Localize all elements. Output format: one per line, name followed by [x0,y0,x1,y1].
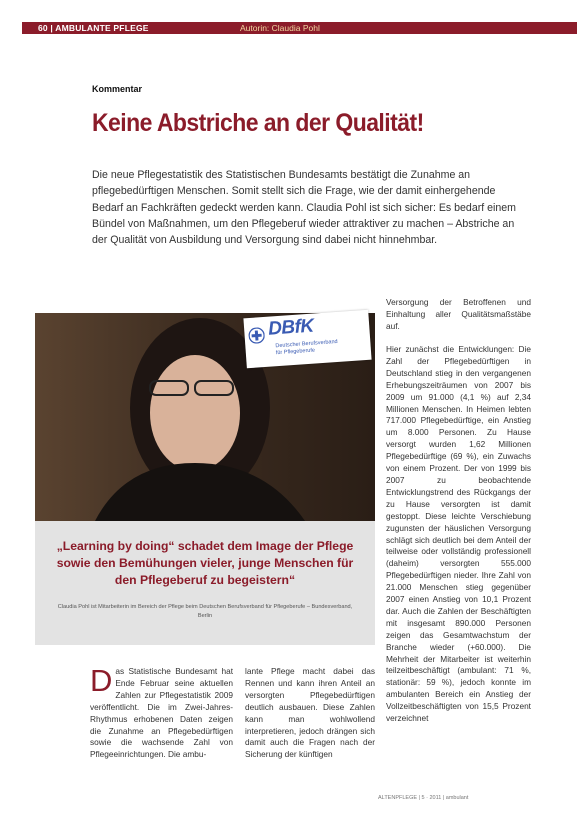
kicker: Kommentar [92,84,143,94]
dbfk-logo: DBfK [267,315,315,340]
column-bottom-left [90,663,233,761]
page-footer: ALTENPFLEGE | 5 · 2011 | ambulant [378,795,469,801]
column-bottom-left-text: as Statistische Bundesamt hat Ende Februar seine aktuellen Zahlen zur Pflegestatistik 2009 veröffentlicht. Die im Zwei-Jahres-Rhythmus erhobenen Daten zeigen die Zunahme an Pflegebedürftigen sowie die wachsende Zahl von Pflegeeinrichtungen. Die ambu- [90,666,233,760]
photo-caption: Claudia Pohl ist Mitarbeiterin im Bereich der Pflege beim Deutschen Berufsverband für Pflegeberufe – Bundesverband, Berlin [57,604,353,619]
author-label: Autorin: Claudia Pohl [240,23,320,33]
column-right-top: Versorgung der Betroffenen und Einhaltung aller Qualitätsmaßstäbe auf. [386,297,531,331]
section-label: 60 | AMBULANTE PFLEGE [38,23,149,33]
dbfk-badge [243,310,371,369]
drop-cap: D [90,663,113,698]
column-right: Hier zunächst die Entwicklungen: Die Zahl der Pflegebedürftigen in Deutschland stieg in den vergangenen Erhebungszeiträumen von 2007 bis 2009 um 91.000 (4,1 %) auf 2,34 Millionen Menschen. In Heimen lebten 717.000 Pflegebedürftige, ein Anstieg um 8.000 Personen. Zu Hause versorgt wurden 1,62 Millionen Pflegebedürftige (69 %), ein Zuwachs von einem Prozent. Der von 1999 bis 2007 zu beobachtende Entwicklungstrend des Rückgangs der zu Hause versorgten ist damit gestoppt. Diese leichte Verschiebung zugunsten der häuslichen Versorgung schlägt sich deutlich bei dem Anteil der teilweise oder vollständig professionell (daheim) versorgten 555.000 Pflegebedürftigen nieder. Ihre Zahl von 21.000 Menschen stieg gegenüber 2007 einen Anstieg von 10,1 Prozent dar. Auch die Zahlen der Beschäftigten mit insgesamt 890.000 Personen zeigen das Gesamtwachstum der Branche wieder (+60.000). Die Mehrheit der Mitarbeiter ist weiterhin teilzeitbeschäftigt (ambulant: 71 %, stationär: 59 %), jedoch konnte im ambulanten Bereich ein Anstieg der Vollzeitbeschäftigten von 15,5 Prozent verzeichnet [386,344,531,724]
dbfk-line-2: für Pflegeberufe [275,347,316,357]
cross-icon [248,327,265,344]
column-bottom-middle: lante Pflege macht dabei das Rennen und kann ihren Anteil an versorgten Pflegebedürftigen deutlich ausbauen. Diese Zahlen kann man wohlwollend interpretieren, jedoch drängen sich damit auch die Fragen nach der Sicherung der künftigen [245,666,375,760]
pull-quote: „Learning by doing“ schadet dem Image der Pflege sowie den Bemühungen vieler, junge Menschen für den Pflegeberuf zu begeistern“ [56,539,354,587]
lead-paragraph: Die neue Pflegestatistik des Statistischen Bundesamts bestätigt die Zunahme an pflegebedürftigen Menschen. Somit stellt sich die Frage, wie der damit einhergehende Bedarf an Fachkräften gedeckt werden kann. Claudia Pohl ist sich sicher: Es bedarf einem Bündel von Maßnahmen, um den Pflegeberuf wieder attraktiver zu machen – Abstriche an der Qualität von Ausbildung und Versorgung sind dabei nicht hinnehmbar. [92,169,516,247]
dbfk-line-1: Deutscher Berufsverband [275,338,338,350]
headline: Keine Abstriche an der Qualität! [92,109,424,137]
